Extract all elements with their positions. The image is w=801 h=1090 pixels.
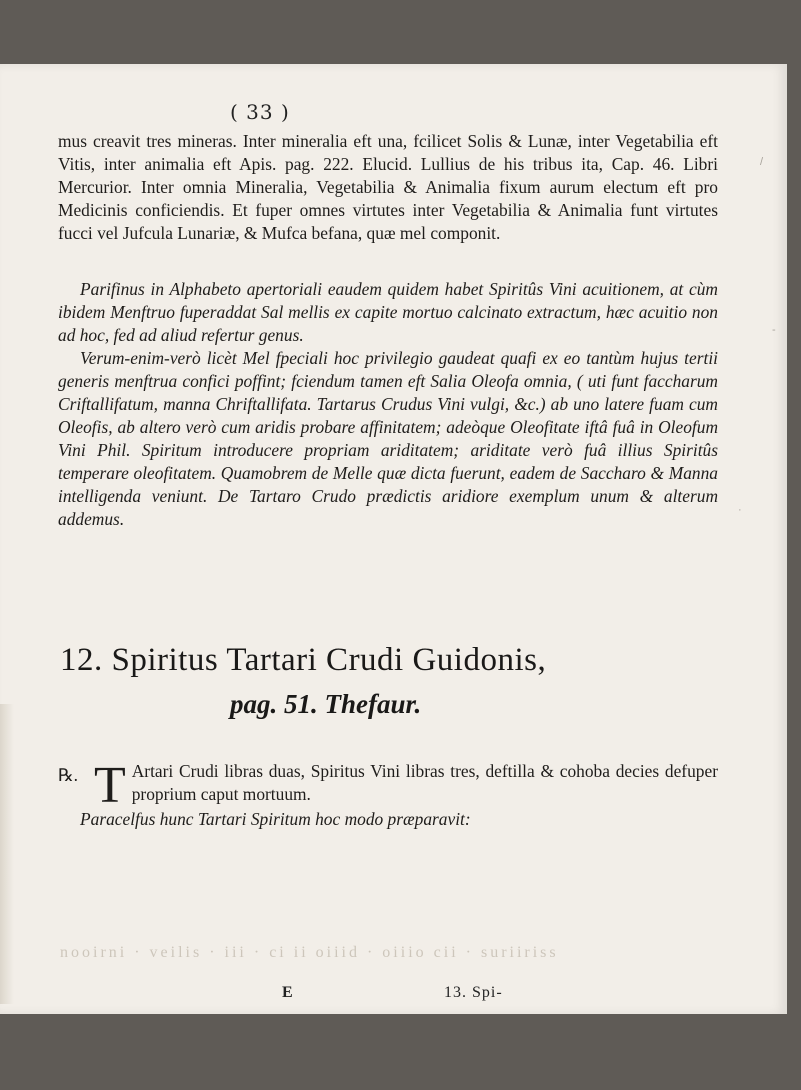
recipe-sign: ℞.	[58, 765, 78, 785]
italic-block	[58, 278, 718, 531]
page-number: ( 33 )	[230, 100, 290, 124]
recipe-text: Artari Crudi libras duas, Spiritus Vini libras tres, deftilla & cohoba decies defuper proprium caput mortuum.	[131, 761, 718, 804]
paragraph-5: Paracelfus hunc Tartari Spiritum hoc modo præparavit:	[80, 809, 471, 829]
paragraph-3: Verum-enim-verò licèt Mel fpeciali hoc privilegio gaudeat quafi ex eo tantùm hujus tertii generis menftrua confici poffint; fciendum tamen eft Salia Oleofa omnia, ( uti funt faccharum Criftallifatum, manna Chriftallifata. Tartarus Crudus Vini vulgi, &c.) ab uno latere fuam cum Oleofis, ab altero verò cum aridis probare affinitatem; adeòque Oleofitate iftâ fuâ in Oleofum Vini Phil. Spiritum introducere propriam ariditatem; ariditate verò fuâ illius Spiritûs temperare oleofitatem. Quamobrem de Melle quæ dicta fuerunt, eadem de Saccharo & Manna intelligenda veniunt. De Tartaro Crudo prædictis aridiore exemplum unum & alterum addemus.	[58, 348, 718, 529]
drop-cap: T	[93, 757, 126, 814]
margin-mark: -	[772, 324, 776, 336]
book-page	[0, 64, 787, 1014]
margin-mark: ·	[738, 504, 742, 516]
paragraph-block	[58, 130, 718, 245]
paragraph-2: Parifinus in Alphabeto apertoriali eaudem quidem habet Spiritûs Vini acuitionem, at cùm ibidem Menftruo fuperaddat Sal mellis ex capite mortuo calcinato extractum, hæc acuitio non ad hoc, fed ad aliud refertur genus.	[58, 279, 718, 345]
section-heading: 12. Spiritus Tartari Crudi Guidonis,	[60, 642, 547, 678]
paragraph-1: mus creavit tres mineras. Inter mineralia eft una, fcilicet Solis & Lunæ, inter Vegetabilia eft Vitis, inter animalia eft Apis. pag. 222. Elucid. Lullius de his tribus ita, Cap. 46. Libri Mercurior. Inter omnia Mineralia, Vegetabilia & Animalia fixum aurum electum eft pro Medicinis conficiendis. Et fuper omnes virtutes inter Vegetabilia & Animalia funt virtutes fucci vel Jufcula Lunariæ, & Mufca befana, quæ mel componit.	[58, 131, 718, 243]
recipe-block	[58, 757, 718, 831]
signature-mark: E	[282, 984, 293, 1001]
catchword: 13. Spi-	[444, 984, 503, 1001]
margin-mark: /	[760, 156, 764, 168]
page-edge-stain	[0, 704, 14, 1004]
bleed-through-text: nooirni · veilis · iii · ci ii oiiid · oiiio cii · suriiriss	[60, 944, 559, 961]
section-subheading: pag. 51. Thefaur.	[230, 689, 422, 719]
paragraph-4	[58, 757, 718, 814]
